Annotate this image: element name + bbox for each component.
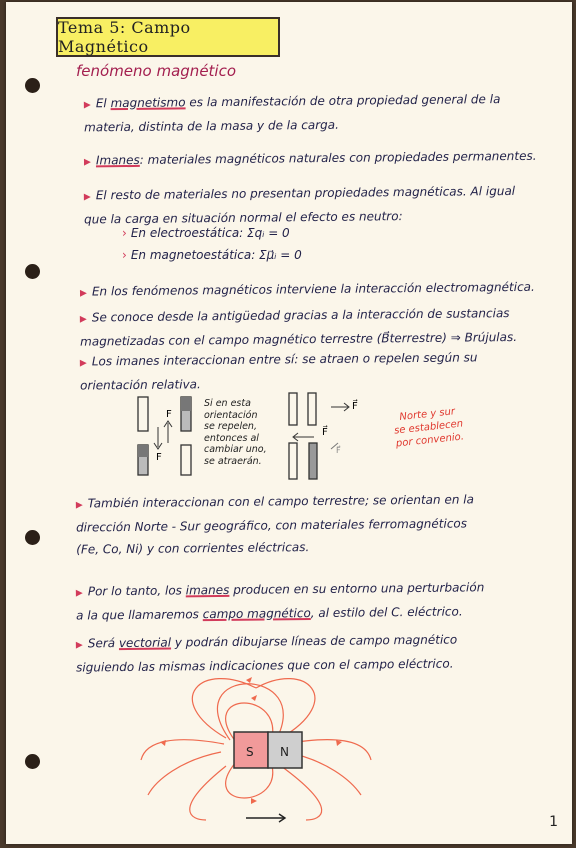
magnet-bar: [308, 393, 316, 425]
sub-item-magnetoestatica: [122, 248, 302, 262]
punch-hole: [25, 264, 40, 279]
arrow-icon: ›: [122, 226, 127, 240]
text: El resto de materiales no presentan propiedades magnéticas. Al igual: [95, 183, 516, 203]
magnet-pole: [138, 445, 148, 457]
note-line: se atraerán.: [204, 455, 262, 467]
note-line: por convenio.: [395, 431, 465, 450]
arrow-icon: ›: [122, 248, 127, 262]
force-vector-label: F⃗: [336, 446, 341, 455]
text: y podrán dibujarse líneas de campo magnético: [170, 632, 458, 650]
paragraph-resto-materiales: [84, 180, 544, 231]
paragraph-imanes: [84, 144, 564, 173]
text: En electroestática: Σqᵢ = 0: [130, 226, 290, 240]
term-imanes: imanes: [185, 582, 230, 598]
field-line: [190, 766, 226, 820]
paragraph-campo-magnetico: [76, 575, 556, 626]
bullet-icon: ▶: [75, 588, 83, 599]
punch-hole: [25, 530, 40, 545]
text: Por lo tanto, los: [87, 583, 186, 599]
paragraph-antiguedad: [80, 301, 570, 352]
note-line: entonces al: [204, 432, 259, 444]
notebook-page: [6, 2, 572, 844]
bullet-icon: ▶: [79, 358, 87, 369]
term-magnetismo: magnetismo: [110, 95, 186, 111]
magnet-bar: [309, 443, 317, 479]
page-title-text: Tema 5: Campo Magnético: [58, 18, 191, 56]
magnet-bar: [181, 445, 191, 475]
paragraph-magnetismo: [84, 88, 544, 139]
force-vector-label: F⃗: [322, 427, 328, 438]
note-line: Norte y sur: [398, 406, 456, 423]
arrow-head: [251, 695, 257, 701]
arrow-head: [251, 798, 257, 804]
magnet-bar: [289, 443, 297, 479]
field-line: [141, 740, 224, 760]
punch-hole: [25, 754, 40, 769]
text: dirección Norte - Sur geográfico, con materiales ferromagnéticos: [75, 516, 468, 535]
sub-item-electroestatica: [122, 226, 290, 240]
note-line: cambiar uno,: [204, 444, 267, 455]
text: , al estilo del C. eléctrico.: [310, 604, 463, 621]
note-line: se repelen,: [204, 421, 257, 432]
page-number: 1: [549, 814, 558, 830]
orientation-note: [204, 398, 267, 467]
bullet-icon: ▶: [75, 640, 83, 651]
term-campo-magnetico: campo magnético: [202, 606, 311, 622]
force-vector-label: F⃗: [352, 401, 358, 412]
field-line: [192, 679, 256, 738]
bullet-icon: ▶: [79, 314, 87, 325]
term-vectorial: vectorial: [118, 635, 172, 651]
text: Será: [87, 636, 119, 651]
text: (Fe, Co, Ni) y con corrientes eléctricas.: [76, 540, 310, 557]
force-label: F: [156, 452, 162, 463]
text: Los imanes interaccionan entre sí: se atraen o repelen según su: [91, 350, 478, 369]
note-line: Si en esta: [204, 398, 251, 409]
text: El: [95, 96, 111, 111]
magnet-bar: [138, 397, 148, 431]
text: magnetizadas con el campo magnético terrestre (B⃗terrestre) ⇒ Brújulas.: [80, 329, 518, 349]
magnetic-field-diagram: [136, 670, 376, 830]
text: Se conoce desde la antigüedad gracias a la interacción de sustancias: [91, 306, 510, 325]
text: materia, distinta de la masa y de la carga.: [84, 117, 339, 135]
field-line: [148, 752, 221, 795]
paragraph-campo-terrestre: [76, 487, 557, 560]
text: producen en su entorno una perturbación: [229, 580, 485, 597]
bullet-icon: ▶: [83, 100, 91, 111]
text: siguiendo las mismas indicaciones que con el campo eléctrico.: [76, 656, 454, 675]
text: En los fenómenos magnéticos interviene la interacción electromagnética.: [91, 279, 535, 299]
text: En magnetoestática: Σμ⃗ᵢ = 0: [130, 248, 302, 262]
text: que la carga en situación normal el efecto es neutro:: [84, 209, 403, 227]
note-line: se establecen: [393, 418, 464, 437]
page-title: [56, 17, 280, 57]
paragraph-interaccion: [80, 275, 570, 304]
bullet-icon: ▶: [83, 157, 91, 168]
convention-note: [392, 404, 465, 450]
arrow-head: [246, 677, 252, 683]
punch-hole: [25, 78, 40, 93]
bullet-icon: ▶: [83, 192, 91, 203]
field-line: [281, 766, 322, 820]
north-label: N: [280, 745, 289, 759]
bullet-icon: ▶: [75, 500, 83, 511]
magnet-pole: [181, 397, 191, 411]
text: es la manifestación de otra propiedad general de la: [185, 92, 501, 110]
term-imanes: Imanes: [95, 152, 140, 168]
bullet-icon: ▶: [79, 288, 87, 299]
note-line: orientación: [204, 409, 258, 421]
south-label: S: [246, 745, 254, 759]
text: También interaccionan con el campo terrestre; se orientan en la: [87, 492, 474, 511]
section-heading: fenómeno magnético: [76, 62, 237, 80]
force-label: F: [166, 409, 172, 420]
text: orientación relativa.: [80, 377, 201, 393]
text: : materiales magnéticos naturales con propiedades permanentes.: [139, 148, 537, 167]
text: a la que llamaremos: [76, 607, 203, 623]
magnet-bar: [289, 393, 297, 425]
